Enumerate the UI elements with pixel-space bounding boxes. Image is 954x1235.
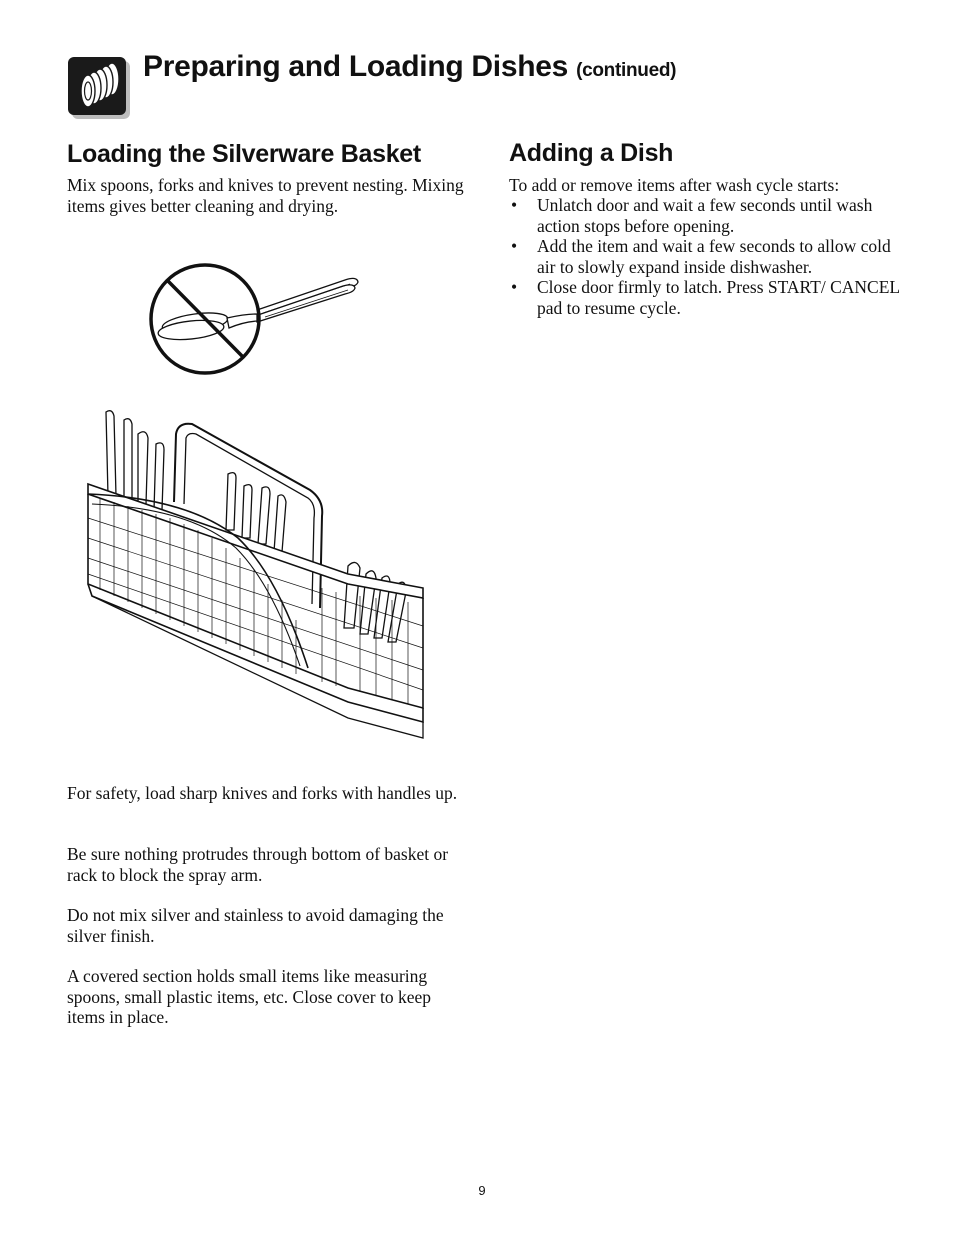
silverware-basket-heading: Loading the Silverware Basket [67, 140, 421, 168]
step-text: Close door firmly to latch. Press START/ CANCEL pad to resume cycle. [537, 277, 900, 318]
page-title [143, 50, 676, 84]
list-item [509, 236, 909, 277]
covered-section-text: A covered section holds small items like measuring spoons, small plastic items, etc. Close cover to keep items in place. [67, 966, 432, 1027]
protrude-warning-text: Be sure nothing protrudes through bottom of basket or rack to block the spray arm. [67, 844, 449, 885]
adding-dish-steps [509, 195, 909, 318]
adding-dish-heading: Adding a Dish [509, 139, 674, 167]
stacked-dishes-icon [68, 57, 132, 121]
silverware-basket-illustration [78, 398, 438, 760]
bullet-marker: • [511, 236, 518, 256]
safety-text: For safety, load sharp knives and forks with handles up. [67, 783, 458, 803]
step-text: Add the item and wait a few seconds to allow cold air to slowly expand inside dishwasher. [537, 236, 891, 277]
silver-stainless-text: Do not mix silver and stainless to avoid damaging the silver finish. [67, 905, 444, 946]
list-item [509, 195, 909, 236]
page-title-text: Preparing and Loading Dishes [143, 50, 569, 83]
continued-label: (continued) [576, 60, 677, 81]
step-text: Unlatch door and wait a few seconds until wash action stops before opening. [537, 195, 873, 236]
bullet-marker: • [511, 277, 518, 297]
silverware-intro-text: Mix spoons, forks and knives to prevent nesting. Mixing items gives better cleaning and drying. [67, 175, 464, 216]
no-nesting-spoons-icon [145, 258, 375, 380]
page-number: 9 [478, 1183, 486, 1198]
bullet-marker: • [511, 195, 518, 215]
list-item [509, 277, 909, 318]
adding-dish-intro-text: To add or remove items after wash cycle starts: [509, 175, 840, 195]
